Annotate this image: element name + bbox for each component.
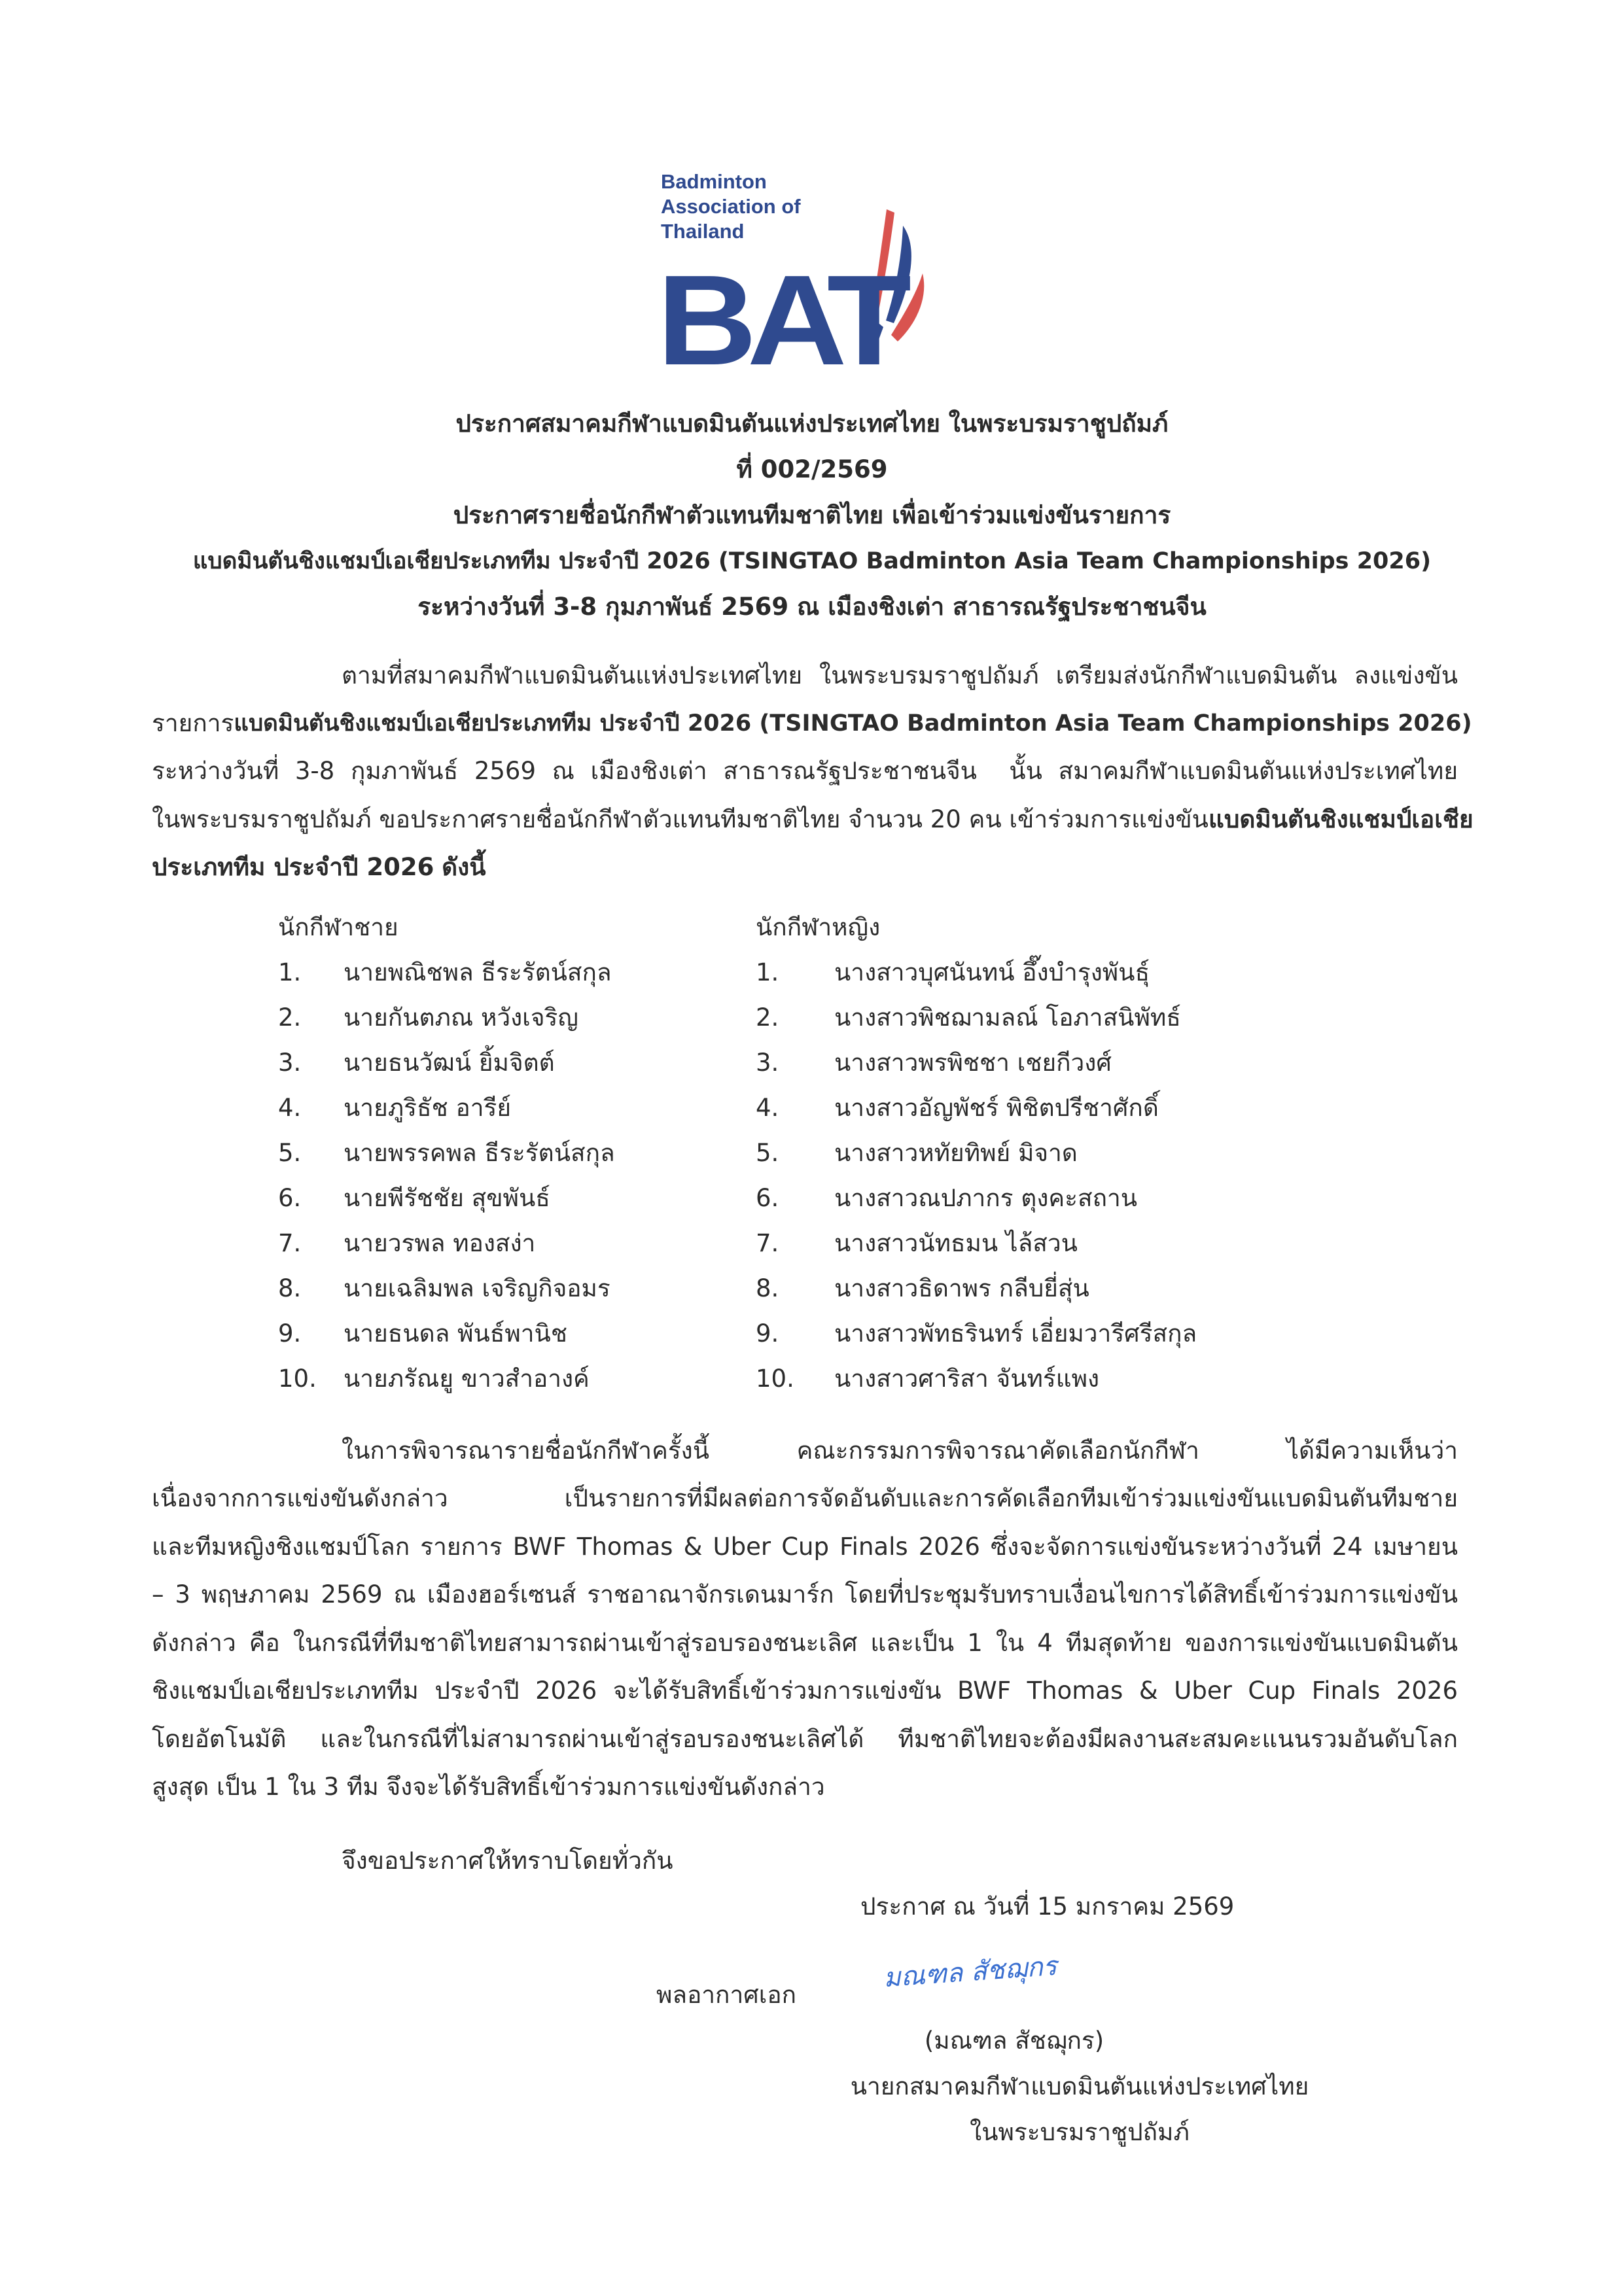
men-player-number: 9. (278, 1319, 302, 1348)
intro-event-name: แบดมินตันชิงแชมป์เอเชียประเภททีม ประจำปี 2026 (TSINGTAO Badminton Asia Team Championships 2026) (234, 710, 1472, 737)
intro-line-2 (152, 704, 1472, 743)
women-player-name: นางสาวพิชฌามลณ์ โอภาสนิพัทธ์ (834, 1003, 1181, 1032)
women-player-number: 5. (756, 1139, 779, 1167)
women-player-number: 1. (756, 958, 779, 986)
men-player-name: นายธนดล พันธ์พานิช (344, 1319, 567, 1348)
logo-text-line1: Badminton (661, 170, 767, 193)
consideration-line-8: สูงสุด เป็น 1 ใน 3 ทีม จึงจะได้รับสิทธิ์เข้าร่วมการแข่งขันดังกล่าว (152, 1773, 825, 1801)
women-player-name: นางสาวนัทธมน ไล้สวน (834, 1229, 1078, 1257)
logo-text-line2: Association of (661, 195, 801, 218)
women-player-name: นางสาวบุศนันทน์ อึ๊งบำรุงพันธุ์ (834, 958, 1150, 986)
signer-name: (มณฑล สัชฌุกร) (924, 2026, 1104, 2055)
signer-patronage: ในพระบรมราชูปถัมภ์ (970, 2118, 1190, 2146)
consideration-line-5: ดังกล่าว คือ ในกรณีที่ทีมชาติไทยสามารถผ่านเข้าสู่รอบรองชนะเลิศ และเป็น 1 ใน 4 ทีมสุดท้าย ของการแข่งขันแบดมินตัน (152, 1629, 1458, 1657)
women-player-name: นางสาวพัทธรินทร์ เอี่ยมวารีศรีสกุล (834, 1319, 1197, 1348)
women-player-number: 8. (756, 1274, 779, 1302)
men-player-name: นายภูริธัช อารีย์ (344, 1094, 512, 1122)
consideration-line-1: ในการพิจารณารายชื่อนักกีฬาครั้งนี้ คณะกรรมการพิจารณาคัดเลือกนักกีฬา ได้มีความเห็นว่า (342, 1436, 1458, 1465)
intro-line-5 (152, 848, 1458, 887)
men-player-number: 5. (278, 1139, 302, 1167)
women-player-name: นางสาวณปภากร ตุงคะสถาน (834, 1184, 1138, 1212)
intro-line-2-prefix: รายการ (152, 709, 234, 737)
men-player-number: 4. (278, 1094, 302, 1122)
consideration-line-2: เนื่องจากการแข่งขันดังกล่าว เป็นรายการที่มีผลต่อการจัดอันดับและการคัดเลือกทีมเข้าร่วมแข่งขันแบดมินตันทีมชาย (152, 1484, 1458, 1512)
consideration-line-3: และทีมหญิงชิงแชมป์โลก รายการ BWF Thomas & Uber Cup Finals 2026 ซึ่งจะจัดการแข่งขันระหว่างวันที่ 24 เมษายน (152, 1533, 1458, 1561)
women-player-number: 9. (756, 1319, 779, 1348)
consideration-line-4: – 3 พฤษภาคม 2569 ณ เมืองฮอร์เซนส์ ราชอาณาจักรเดนมาร์ก โดยที่ประชุมรับทราบเงื่อนไขการได้สิทธิ์เข้าร่วมการแข่งขัน (152, 1580, 1458, 1609)
event-dates: ระหว่างวันที่ 3-8 กุมภาพันธ์ 2569 ณ เมืองชิงเต่า สาธารณรัฐประชาชนจีน (417, 593, 1207, 621)
handwritten-signature: มณฑล สัชฌุกร (882, 1951, 1058, 1994)
announcement-subject: ประกาศรายชื่อนักกีฬาตัวแทนทีมชาติไทย เพื่อเข้าร่วมแข่งขันรายการ (453, 501, 1171, 529)
women-player-number: 10. (756, 1365, 794, 1393)
org-title: ประกาศสมาคมกีฬาแบดมินตันแห่งประเทศไทย ในพระบรมราชูปถัมภ์ (455, 409, 1169, 438)
announcement-date: ประกาศ ณ วันที่ 15 มกราคม 2569 (860, 1892, 1235, 1921)
men-player-name: นายภรัณยู ขาวสำอางค์ (344, 1365, 590, 1393)
intro-line-4-text: ในพระบรมราชูปถัมภ์ ขอประกาศรายชื่อนักกีฬาตัวแทนทีมชาติไทย จำนวน 20 คน เข้าร่วมการแข่งขัน (152, 805, 1209, 833)
logo-text-line3: Thailand (661, 220, 745, 243)
men-player-number: 3. (278, 1049, 302, 1077)
closing-announce: จึงขอประกาศให้ทราบโดยทั่วกัน (342, 1847, 673, 1875)
intro-line-1: ตามที่สมาคมกีฬาแบดมินตันแห่งประเทศไทย ในพระบรมราชูปถัมภ์ เตรียมส่งนักกีฬาแบดมินตัน ลงแข่งขัน (342, 661, 1458, 689)
men-player-number: 1. (278, 958, 302, 986)
men-heading: นักกีฬาชาย (278, 913, 398, 941)
women-player-name: นางสาวหทัยทิพย์ มิจาด (834, 1139, 1078, 1167)
men-player-name: นายพรรคพล ธีระรัตน์สกุล (344, 1139, 615, 1167)
women-player-name: นางสาวพรพิชชา เชยกีวงศ์ (834, 1049, 1112, 1077)
consideration-line-7: โดยอัตโนมัติ และในกรณีที่ไม่สามารถผ่านเข้าสู่รอบรองชนะเลิศได้ ทีมชาติไทยจะต้องมีผลงานสะสมคะแนนรวมอันดับโลก (152, 1725, 1458, 1753)
women-player-name: นางสาวศาริสา จันทร์แพง (834, 1365, 1100, 1393)
men-player-number: 6. (278, 1184, 302, 1212)
men-player-number: 8. (278, 1274, 302, 1302)
consideration-line-6: ชิงแชมป์เอเชียประเภททีม ประจำปี 2026 จะได้รับสิทธิ์เข้าร่วมการแข่งขัน BWF Thomas & Uber Cup Finals 2026 (152, 1677, 1458, 1705)
women-player-number: 3. (756, 1049, 779, 1077)
men-player-number: 10. (278, 1365, 317, 1393)
women-player-name: นางสาวธิดาพร กลีบยี่สุ่น (834, 1274, 1089, 1302)
women-player-number: 7. (756, 1229, 779, 1257)
men-player-number: 7. (278, 1229, 302, 1257)
women-player-number: 2. (756, 1003, 779, 1032)
men-player-name: นายวรพล ทองสง่า (344, 1229, 536, 1257)
intro-line-5-end: ดังนี้ (442, 853, 486, 881)
intro-line-4-bold: แบดมินตันชิงแชมป์เอเชีย (1208, 805, 1474, 833)
signer-rank: พลอากาศเอก (656, 1981, 796, 2009)
logo-acronym: BAT (657, 249, 902, 392)
men-player-name: นายพีรัชชัย สุขพันธ์ (344, 1184, 550, 1212)
announcement-number: ที่ 002/2569 (736, 455, 888, 483)
men-player-name: นายธนวัฒน์ ยิ้มจิตต์ (344, 1049, 555, 1077)
event-title: แบดมินตันชิงแชมป์เอเชียประเภททีม ประจำปี 2026 (TSINGTAO Badminton Asia Team Championships 2026) (192, 548, 1432, 574)
women-heading: นักกีฬาหญิง (756, 913, 881, 941)
men-player-name: นายพณิชพล ธีระรัตน์สกุล (344, 958, 612, 986)
men-player-name: นายเฉลิมพล เจริญกิจอมร (344, 1274, 610, 1302)
women-player-name: นางสาวอัญพัชร์ พิชิตปรีชาศักดิ์ (834, 1094, 1159, 1122)
women-player-number: 4. (756, 1094, 779, 1122)
intro-line-4 (152, 800, 1474, 839)
bat-logo (657, 164, 949, 392)
women-player-number: 6. (756, 1184, 779, 1212)
men-player-name: นายกันตภณ หวังเจริญ (344, 1003, 578, 1032)
men-player-number: 2. (278, 1003, 302, 1032)
intro-line-5-bold: ประเภททีม ประจำปี 2026 (152, 853, 434, 881)
signer-position: นายกสมาคมกีฬาแบดมินตันแห่งประเทศไทย (850, 2072, 1309, 2100)
intro-line-3: ระหว่างวันที่ 3-8 กุมภาพันธ์ 2569 ณ เมืองชิงเต่า สาธารณรัฐประชาชนจีน นั้น สมาคมกีฬาแบดมินตันแห่งประเทศไทย (152, 757, 1458, 785)
